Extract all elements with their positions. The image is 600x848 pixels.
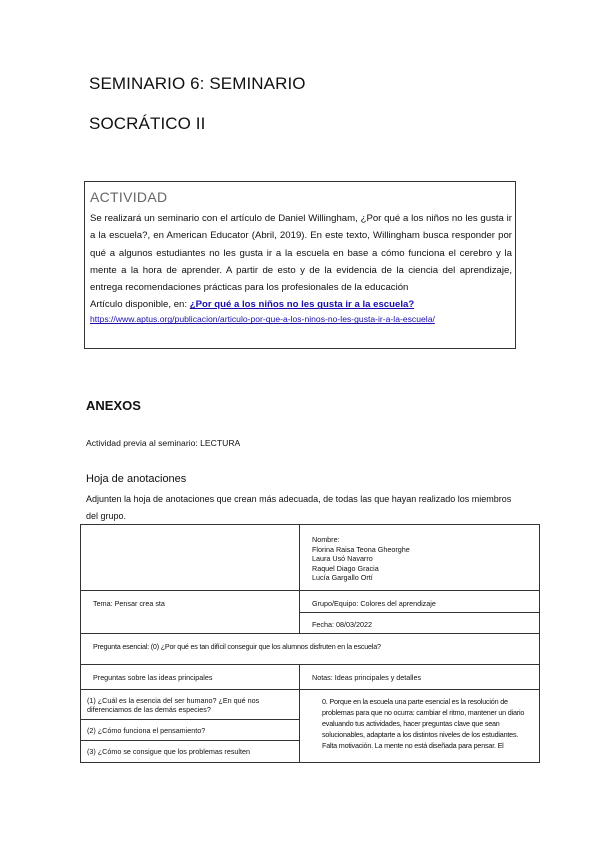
- member-name: Lucía Gargallo Ortí: [312, 573, 373, 583]
- page-title-line1: SEMINARIO 6: SEMINARIO: [89, 74, 306, 93]
- member-name: Raquel Diago Gracia: [312, 563, 379, 573]
- activity-heading: ACTIVIDAD: [90, 189, 168, 205]
- activity-description: Se realizará un seminario con el artículo de Daniel Willingham, ¿Por qué a los niños no les gusta ir a la escuela?, en American Educator (Abril, 2019). En este texto, Willingham busca responder por qué a algunos estudiantes no les gusta ir a la escuela en base a cómo funciona el cerebro y la mente a la hora de aprender. A partir de esto y de la evidencia de la ciencia del aprendizaje, entrega recomendaciones prácticas para los profesionales de la educación: [90, 213, 512, 294]
- article-available-label: Artículo disponible, en:: [90, 299, 190, 311]
- empty-cell: [81, 525, 300, 591]
- question-2: (2) ¿Cómo funciona el pensamiento?: [81, 719, 300, 740]
- notes-header: Notas: Ideas principales y detalles: [300, 664, 540, 689]
- question-1: (1) ¿Cuál es la esencia del ser humano? ¿En qué nos diferenciamos de las demás especies?: [81, 689, 300, 719]
- sheet-instruction: Adjunten la hoja de anotaciones que crean más adecuada, de todas las que hayan realizado los miembros del grupo.: [86, 494, 512, 521]
- names-label: Nombre:: [312, 535, 340, 544]
- table-row: [81, 633, 540, 664]
- group-cell: Grupo/Equipo: Colores del aprendizaje: [300, 591, 540, 613]
- article-url-link[interactable]: https://www.aptus.org/publicacion/articulo-por-que-a-los-ninos-no-les-gusta-ir-a-la-escuela/: [90, 314, 435, 325]
- sheet-title: Hoja de anotaciones: [86, 473, 187, 485]
- member-name: Laura Usó Navarro: [312, 554, 373, 564]
- date-cell: Fecha: 08/03/2022: [300, 612, 540, 633]
- table-row: [81, 591, 540, 613]
- table-row: [81, 525, 540, 591]
- note-0: 0. Porque en la escuela una parte esencial es la resolución de problemas para que no ocurra: cambiar el ritmo, mantener un diario evaluando tus actividades, hacer preguntas clave que sean solucionables, adaptarte a los distintos niveles de los estudiantes. Falta motivación. La mente no está diseñada para pensar. El: [300, 689, 540, 762]
- essential-question: Pregunta esencial: (0) ¿Por qué es tan difícil conseguir que los alumnos disfruten en la escuela?: [81, 633, 540, 664]
- question-3: (3) ¿Cómo se consigue que los problemas resulten: [81, 740, 300, 762]
- questions-header: Preguntas sobre las ideas principales: [81, 664, 300, 689]
- activity-body: [90, 210, 512, 327]
- article-title-link[interactable]: ¿Por qué a los niños no les gusta ir a la escuela?: [189, 299, 415, 311]
- previous-activity: Actividad previa al seminario: LECTURA: [86, 438, 241, 448]
- topic-cell: Tema: Pensar crea sta: [81, 591, 300, 634]
- member-name: Florina Raisa Teona Gheorghe: [312, 544, 410, 554]
- table-row: [81, 689, 540, 719]
- annotation-sheet-table: [80, 524, 540, 763]
- names-cell: [300, 525, 540, 591]
- page-title-line2: SOCRÁTICO II: [89, 114, 206, 133]
- article-availability: [90, 297, 512, 327]
- table-row: [81, 664, 540, 689]
- annexes-heading: ANEXOS: [86, 398, 141, 413]
